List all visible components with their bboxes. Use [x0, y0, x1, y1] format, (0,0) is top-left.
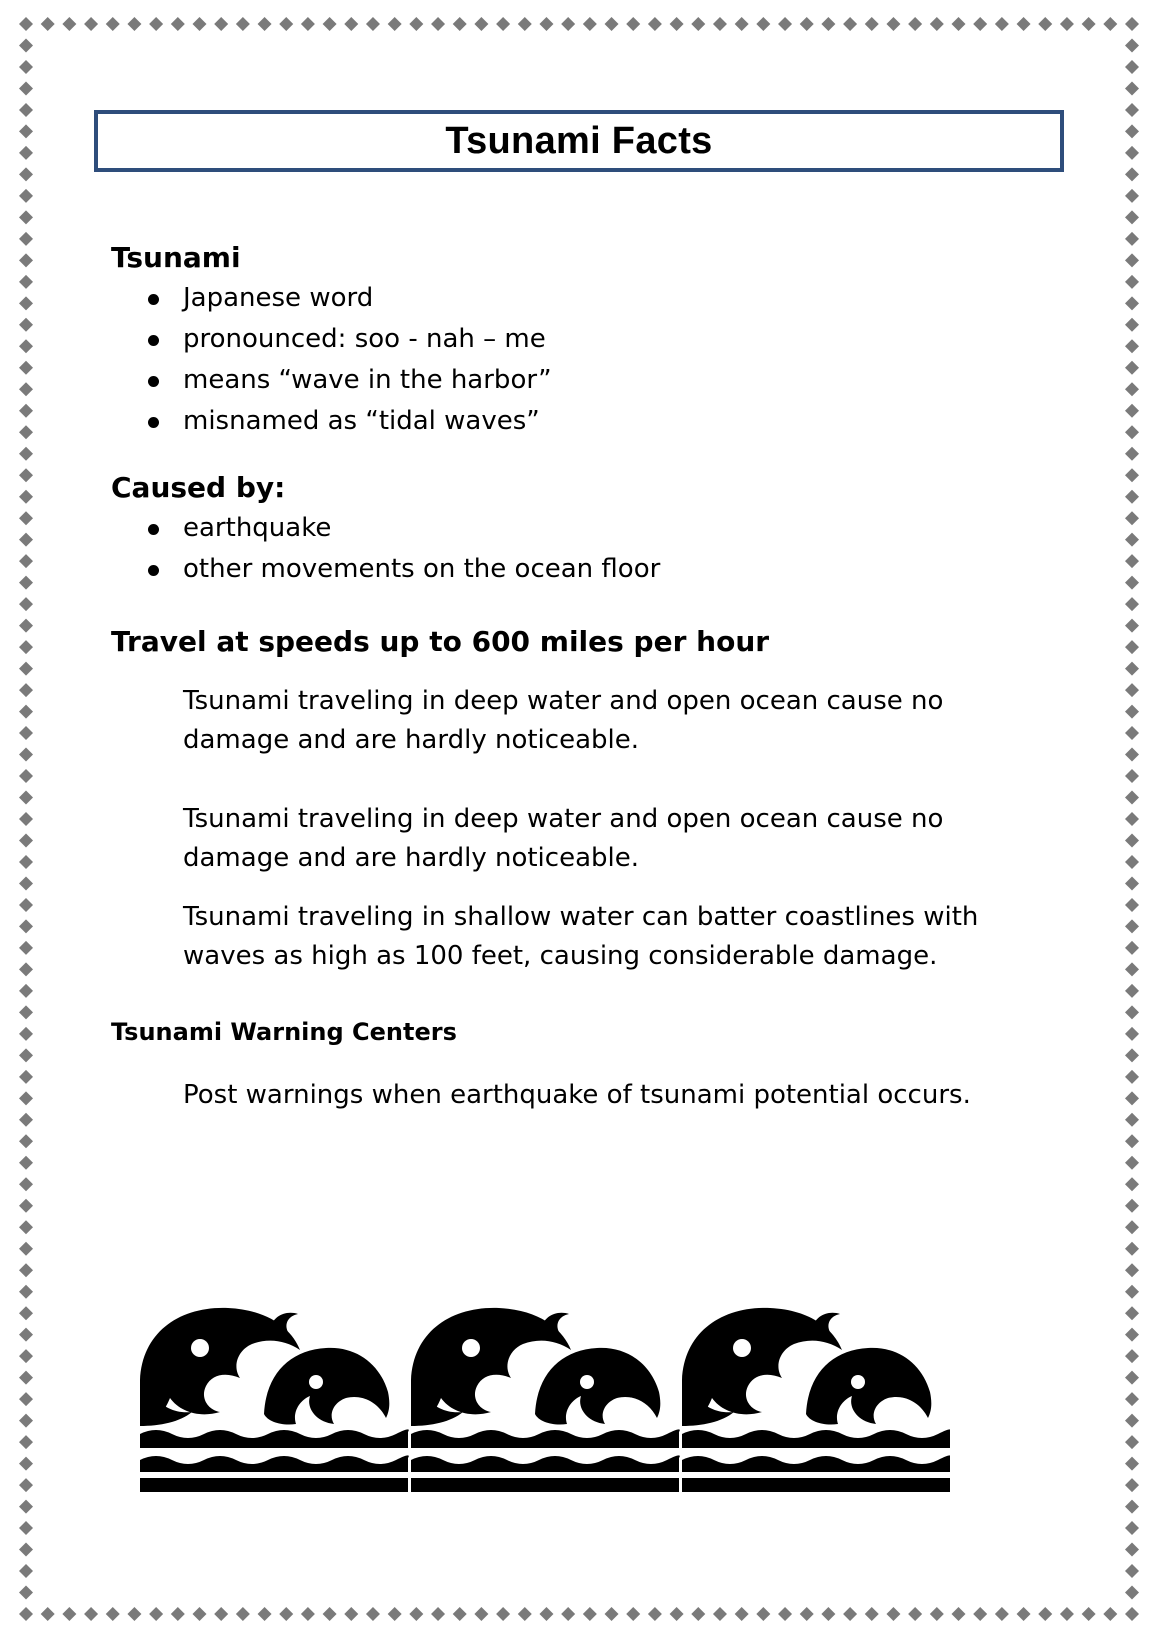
border-diamond — [1038, 1607, 1052, 1621]
border-diamond — [19, 1564, 33, 1578]
border-diamond — [19, 511, 33, 525]
border-diamond — [1038, 17, 1052, 31]
border-diamond — [605, 17, 619, 31]
border-diamond — [973, 1607, 987, 1621]
border-diamond — [19, 60, 33, 74]
border-diamond — [19, 1607, 33, 1621]
border-diamond — [474, 1607, 488, 1621]
bullet-list — [111, 508, 1011, 590]
border-diamond — [19, 533, 33, 547]
border-diamond — [323, 1607, 337, 1621]
border-diamond — [19, 167, 33, 181]
border-diamond — [1125, 533, 1139, 547]
border-diamond — [19, 447, 33, 461]
border-diamond — [735, 1607, 749, 1621]
border-diamond — [1125, 812, 1139, 826]
border-diamond — [756, 17, 770, 31]
border-diamond — [1125, 17, 1139, 31]
border-diamond — [19, 1048, 33, 1062]
border-diamond — [19, 1435, 33, 1449]
border-diamond — [19, 1005, 33, 1019]
section-heading: Tsunami Warning Centers — [111, 1018, 457, 1046]
border-diamond — [1125, 1134, 1139, 1148]
border-diamond — [1125, 275, 1139, 289]
border-diamond — [149, 1607, 163, 1621]
wave-unit — [140, 1308, 409, 1492]
border-diamond — [1125, 253, 1139, 267]
border-diamond — [19, 1457, 33, 1471]
border-diamond — [626, 17, 640, 31]
border-diamond — [1125, 791, 1139, 805]
border-diamond — [62, 1607, 76, 1621]
border-diamond — [19, 404, 33, 418]
border-diamond — [691, 1607, 705, 1621]
border-diamond — [1125, 1543, 1139, 1557]
border-diamond — [19, 1521, 33, 1535]
section-travel-speed — [111, 624, 1011, 976]
paragraph: Tsunami traveling in deep water and open ocean cause no damage and are hardly noticeable. — [183, 686, 944, 755]
border-diamond — [539, 17, 553, 31]
border-diamond — [19, 210, 33, 224]
border-diamond — [106, 17, 120, 31]
border-diamond — [431, 17, 445, 31]
list-item: pronounced: soo - nah – me — [183, 319, 1011, 360]
border-diamond — [19, 683, 33, 697]
border-diamond — [1125, 38, 1139, 52]
border-diamond — [19, 1349, 33, 1363]
border-diamond — [192, 17, 206, 31]
border-diamond — [19, 425, 33, 439]
border-diamond — [1125, 855, 1139, 869]
border-diamond — [19, 124, 33, 138]
border-diamond — [1125, 1500, 1139, 1514]
border-diamond — [605, 1607, 619, 1621]
list-item: means “wave in the harbor” — [183, 360, 1011, 401]
border-diamond — [1125, 468, 1139, 482]
border-diamond — [908, 17, 922, 31]
border-diamond — [691, 17, 705, 31]
border-diamond — [19, 1156, 33, 1170]
border-diamond — [1125, 748, 1139, 762]
border-diamond — [19, 769, 33, 783]
border-diamond — [821, 1607, 835, 1621]
border-diamond — [19, 962, 33, 976]
border-diamond — [19, 619, 33, 633]
border-diamond — [1125, 81, 1139, 95]
border-diamond — [1060, 17, 1074, 31]
border-diamond — [19, 1134, 33, 1148]
border-diamond — [670, 1607, 684, 1621]
border-diamond — [1125, 1263, 1139, 1277]
border-diamond — [19, 1478, 33, 1492]
border-diamond — [1125, 1586, 1139, 1600]
border-diamond — [1125, 576, 1139, 590]
border-diamond — [62, 17, 76, 31]
border-diamond — [1125, 1349, 1139, 1363]
border-diamond — [670, 17, 684, 31]
border-diamond — [1125, 382, 1139, 396]
border-diamond — [19, 1242, 33, 1256]
border-diamond — [19, 1371, 33, 1385]
border-diamond — [19, 490, 33, 504]
title-box — [94, 110, 1064, 172]
list-item: other movements on the ocean floor — [183, 549, 1011, 590]
border-diamond — [1125, 705, 1139, 719]
border-diamond — [1125, 511, 1139, 525]
border-diamond — [41, 17, 55, 31]
border-diamond — [344, 1607, 358, 1621]
border-diamond — [626, 1607, 640, 1621]
border-diamond — [1125, 490, 1139, 504]
border-diamond — [1125, 167, 1139, 181]
border-diamond — [1060, 1607, 1074, 1621]
border-diamond — [735, 17, 749, 31]
border-diamond — [1125, 597, 1139, 611]
border-diamond — [19, 640, 33, 654]
border-diamond — [19, 898, 33, 912]
border-diamond — [1125, 189, 1139, 203]
border-diamond — [19, 1306, 33, 1320]
paragraph: Post warnings when earthquake of tsunami potential occurs. — [183, 1080, 971, 1110]
border-diamond — [539, 1607, 553, 1621]
list-item: misnamed as “tidal waves” — [183, 401, 1011, 442]
border-diamond — [258, 17, 272, 31]
border-diamond — [1125, 640, 1139, 654]
border-diamond — [1125, 984, 1139, 998]
tsunami-waves-clipart — [140, 1302, 950, 1492]
border-diamond — [583, 17, 597, 31]
border-diamond — [84, 1607, 98, 1621]
border-diamond — [518, 17, 532, 31]
border-diamond — [301, 1607, 315, 1621]
wave-unit — [682, 1308, 950, 1492]
border-diamond — [865, 17, 879, 31]
content — [111, 240, 1011, 1115]
border-diamond — [19, 17, 33, 31]
border-diamond — [236, 17, 250, 31]
border-diamond — [1125, 941, 1139, 955]
border-diamond — [127, 1607, 141, 1621]
border-diamond — [19, 189, 33, 203]
border-diamond — [453, 17, 467, 31]
border-diamond — [843, 17, 857, 31]
border-diamond — [19, 554, 33, 568]
border-diamond — [1125, 919, 1139, 933]
border-diamond — [19, 791, 33, 805]
list-item: earthquake — [183, 508, 1011, 549]
border-diamond — [214, 17, 228, 31]
border-diamond — [19, 1027, 33, 1041]
border-diamond — [908, 1607, 922, 1621]
border-diamond — [1125, 1156, 1139, 1170]
border-diamond — [19, 597, 33, 611]
border-diamond — [366, 17, 380, 31]
border-diamond — [1125, 1564, 1139, 1578]
border-diamond — [106, 1607, 120, 1621]
border-diamond — [41, 1607, 55, 1621]
border-diamond — [19, 296, 33, 310]
border-diamond — [19, 876, 33, 890]
border-diamond — [1125, 1285, 1139, 1299]
border-diamond — [843, 1607, 857, 1621]
border-diamond — [19, 1414, 33, 1428]
border-diamond — [474, 17, 488, 31]
wave-unit — [411, 1308, 680, 1492]
border-diamond — [19, 275, 33, 289]
border-diamond — [778, 17, 792, 31]
border-diamond — [409, 1607, 423, 1621]
section-warning-centers — [111, 1016, 1011, 1115]
border-diamond — [1125, 1414, 1139, 1428]
list-item: Japanese word — [183, 278, 1011, 319]
border-diamond — [1103, 17, 1117, 31]
border-diamond — [1125, 1371, 1139, 1385]
border-diamond — [713, 17, 727, 31]
border-diamond — [19, 361, 33, 375]
section-tsunami — [111, 240, 1011, 442]
border-diamond — [19, 382, 33, 396]
border-diamond — [648, 1607, 662, 1621]
border-diamond — [127, 17, 141, 31]
border-diamond — [19, 339, 33, 353]
border-diamond — [778, 1607, 792, 1621]
border-diamond — [301, 17, 315, 31]
border-diamond — [19, 1177, 33, 1191]
border-diamond — [1125, 962, 1139, 976]
border-diamond — [1125, 361, 1139, 375]
border-diamond — [1125, 726, 1139, 740]
border-diamond — [19, 705, 33, 719]
border-diamond — [1125, 1220, 1139, 1234]
border-diamond — [561, 1607, 575, 1621]
border-diamond — [1082, 1607, 1096, 1621]
section-heading: Travel at speeds up to 600 miles per hour — [111, 625, 770, 658]
border-diamond — [388, 17, 402, 31]
border-diamond — [19, 855, 33, 869]
border-diamond — [19, 1113, 33, 1127]
border-diamond — [1125, 662, 1139, 676]
border-diamond — [388, 1607, 402, 1621]
border-diamond — [886, 1607, 900, 1621]
border-diamond — [453, 1607, 467, 1621]
border-diamond — [1125, 1328, 1139, 1342]
border-diamond — [1125, 1607, 1139, 1621]
border-diamond — [19, 748, 33, 762]
border-diamond — [409, 17, 423, 31]
border-diamond — [821, 17, 835, 31]
border-diamond — [1125, 210, 1139, 224]
border-diamond — [1082, 17, 1096, 31]
border-diamond — [19, 1543, 33, 1557]
border-diamond — [19, 1392, 33, 1406]
border-diamond — [1125, 1392, 1139, 1406]
border-diamond — [1125, 1070, 1139, 1084]
border-diamond — [1125, 318, 1139, 332]
border-diamond — [1125, 146, 1139, 160]
border-diamond — [19, 919, 33, 933]
border-diamond — [1125, 1005, 1139, 1019]
border-diamond — [366, 1607, 380, 1621]
border-diamond — [1125, 1478, 1139, 1492]
border-diamond — [19, 726, 33, 740]
border-diamond — [258, 1607, 272, 1621]
section-caused-by — [111, 470, 1011, 590]
border-diamond — [1125, 619, 1139, 633]
border-diamond — [19, 1328, 33, 1342]
border-diamond — [496, 17, 510, 31]
border-diamond — [19, 576, 33, 590]
border-diamond — [583, 1607, 597, 1621]
border-diamond — [84, 17, 98, 31]
border-diamond — [323, 17, 337, 31]
border-diamond — [1125, 296, 1139, 310]
border-diamond — [952, 1607, 966, 1621]
border-diamond — [19, 662, 33, 676]
border-diamond — [1125, 1242, 1139, 1256]
border-diamond — [973, 17, 987, 31]
border-diamond — [518, 1607, 532, 1621]
border-diamond — [19, 1199, 33, 1213]
border-diamond — [1125, 1521, 1139, 1535]
border-diamond — [1125, 1048, 1139, 1062]
border-diamond — [496, 1607, 510, 1621]
border-diamond — [171, 17, 185, 31]
border-diamond — [19, 146, 33, 160]
border-diamond — [995, 17, 1009, 31]
border-diamond — [19, 984, 33, 998]
border-diamond — [648, 17, 662, 31]
border-diamond — [1125, 554, 1139, 568]
bullet-list — [111, 278, 1011, 442]
border-diamond — [800, 17, 814, 31]
border-diamond — [1125, 769, 1139, 783]
border-diamond — [344, 17, 358, 31]
border-diamond — [1017, 17, 1031, 31]
border-diamond — [1125, 683, 1139, 697]
border-diamond — [800, 1607, 814, 1621]
border-diamond — [149, 17, 163, 31]
border-diamond — [1125, 425, 1139, 439]
border-diamond — [1125, 404, 1139, 418]
section-heading: Tsunami — [111, 241, 241, 274]
border-diamond — [19, 941, 33, 955]
border-diamond — [1125, 1306, 1139, 1320]
border-diamond — [1125, 124, 1139, 138]
border-diamond — [1125, 1199, 1139, 1213]
border-diamond — [756, 1607, 770, 1621]
border-diamond — [561, 17, 575, 31]
border-diamond — [171, 1607, 185, 1621]
border-diamond — [1125, 1027, 1139, 1041]
border-diamond — [19, 1220, 33, 1234]
border-diamond — [1125, 1091, 1139, 1105]
border-diamond — [1125, 60, 1139, 74]
border-diamond — [19, 1500, 33, 1514]
border-diamond — [19, 833, 33, 847]
border-diamond — [214, 1607, 228, 1621]
border-diamond — [279, 1607, 293, 1621]
border-diamond — [952, 17, 966, 31]
border-diamond — [192, 1607, 206, 1621]
border-diamond — [19, 468, 33, 482]
border-diamond — [1125, 339, 1139, 353]
border-diamond — [1125, 1457, 1139, 1471]
border-diamond — [930, 1607, 944, 1621]
border-diamond — [1125, 1435, 1139, 1449]
border-diamond — [1125, 232, 1139, 246]
border-diamond — [1125, 1177, 1139, 1191]
border-diamond — [1125, 876, 1139, 890]
paragraph: Tsunami traveling in deep water and open ocean cause no damage and are hardly noticeable. — [183, 804, 944, 873]
border-diamond — [19, 1285, 33, 1299]
border-diamond — [19, 232, 33, 246]
border-diamond — [19, 81, 33, 95]
border-diamond — [713, 1607, 727, 1621]
border-diamond — [865, 1607, 879, 1621]
section-heading: Caused by: — [111, 471, 286, 504]
border-diamond — [19, 1263, 33, 1277]
border-diamond — [1017, 1607, 1031, 1621]
border-diamond — [1125, 103, 1139, 117]
border-diamond — [19, 318, 33, 332]
border-diamond — [1103, 1607, 1117, 1621]
paragraph: Tsunami traveling in shallow water can batter coastlines with waves as high as 100 feet, causing considerable damage. — [183, 902, 979, 971]
border-diamond — [930, 17, 944, 31]
border-diamond — [995, 1607, 1009, 1621]
page-title: Tsunami Facts — [445, 119, 713, 162]
border-diamond — [279, 17, 293, 31]
border-diamond — [19, 253, 33, 267]
border-diamond — [19, 1586, 33, 1600]
border-diamond — [1125, 898, 1139, 912]
border-diamond — [1125, 833, 1139, 847]
border-diamond — [19, 1070, 33, 1084]
border-diamond — [19, 812, 33, 826]
border-diamond — [431, 1607, 445, 1621]
border-diamond — [1125, 1113, 1139, 1127]
border-diamond — [19, 38, 33, 52]
border-diamond — [19, 103, 33, 117]
border-diamond — [19, 1091, 33, 1105]
border-diamond — [236, 1607, 250, 1621]
border-diamond — [1125, 447, 1139, 461]
border-diamond — [886, 17, 900, 31]
